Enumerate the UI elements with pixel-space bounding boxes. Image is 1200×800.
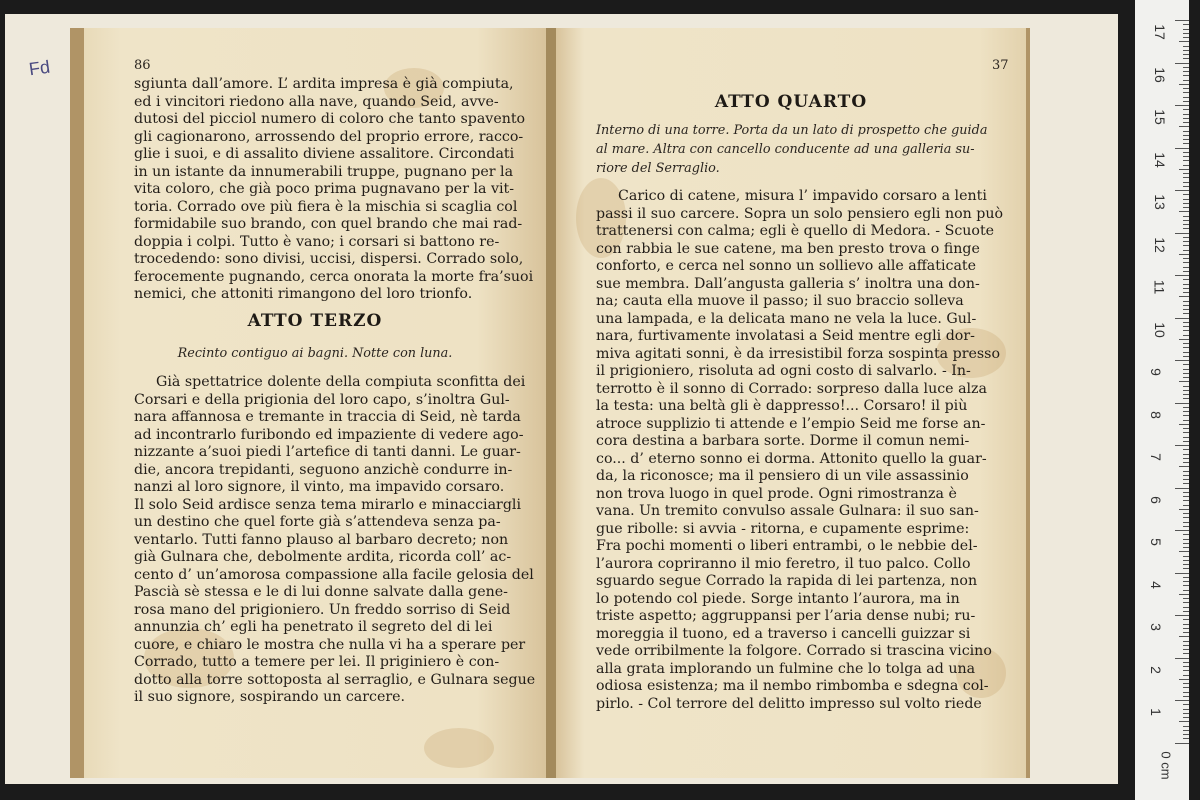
ruler-tick: [1183, 182, 1189, 183]
ruler-tick: [1183, 590, 1189, 591]
ruler-tick: [1183, 139, 1189, 140]
ruler-tick: [1183, 483, 1189, 484]
text-line: ferocemente pugnando, cerca onorata la morte fra’suoi: [134, 268, 534, 285]
ruler-tick: [1183, 428, 1189, 429]
text-line: annunzia ch’ egli ha penetrato il segreto del di lei: [134, 619, 493, 635]
ruler-tick: [1183, 687, 1189, 688]
text-line: ventarlo. Tutti fanno plauso al barbaro decreto; non: [134, 531, 509, 548]
ruler-tick: [1183, 156, 1189, 157]
ruler-tick: [1183, 475, 1189, 476]
ruler-tick: [1183, 726, 1189, 727]
text-line: Corsari e della prigionia del loro capo, s’inoltra Gul-: [134, 391, 510, 408]
ruler-tick: [1175, 20, 1189, 21]
ruler-tick: [1175, 445, 1189, 446]
ruler-tick: [1183, 80, 1189, 81]
gutter: [546, 28, 556, 778]
text-line: cora destina a barbara sorte. Dorme il comun nemi-: [596, 433, 970, 449]
ruler-tick: [1183, 71, 1189, 72]
ruler-tick: [1183, 649, 1189, 650]
measuring-ruler: [1135, 0, 1189, 800]
text-line: passi il suo carcere. Sopra un solo pensiero egli non può: [596, 205, 1004, 222]
ruler-tick: [1183, 704, 1189, 705]
ruler-tick: [1183, 534, 1189, 535]
ruler-tick: [1183, 203, 1189, 204]
text-line: co... d’ eterno sonno ei dorma. Attonito quello la guar-: [596, 450, 987, 467]
ruler-tick: [1183, 343, 1189, 344]
ruler-tick: [1183, 97, 1189, 98]
ruler-tick: [1183, 301, 1189, 302]
ruler-tick: [1183, 279, 1189, 280]
ruler-tick: [1183, 364, 1189, 365]
ruler-tick: [1183, 628, 1189, 629]
text-line: terrotto è il sonno di Corrado: sorpreso dalla luce alza: [596, 380, 987, 397]
ruler-tick: [1183, 420, 1189, 421]
ruler-tick: [1183, 199, 1189, 200]
text-line: gue ribolle: si avvia - ritorna, e cupamente esprime:: [596, 520, 970, 537]
stage-direction: [596, 121, 998, 178]
ruler-tick: [1175, 105, 1189, 106]
ruler-tick: [1183, 92, 1189, 93]
ruler-tick: [1183, 109, 1189, 110]
ruler-tick: [1179, 679, 1189, 680]
act-heading: ATTO QUARTO: [714, 92, 868, 112]
paragraph: [134, 76, 532, 304]
ruler-tick: [1183, 267, 1189, 268]
ruler-tick: [1183, 386, 1189, 387]
ruler-tick: [1183, 250, 1189, 251]
ruler-tick: [1183, 330, 1189, 331]
ruler-tick: [1183, 602, 1189, 603]
ruler-tick: [1179, 636, 1189, 637]
text-line: nizzante a’suoi piedi l’artefice di tanti danni. Le guar-: [134, 444, 521, 460]
ruler-tick: [1175, 488, 1189, 489]
ruler-tick: [1183, 335, 1189, 336]
ruler-tick: [1179, 594, 1189, 595]
ruler-tick: [1183, 683, 1189, 684]
ruler-tick: [1179, 551, 1189, 552]
ruler-tick: [1183, 432, 1189, 433]
ruler-tick: [1175, 403, 1189, 404]
ruler-tick: [1183, 407, 1189, 408]
text-line: dutosi del picciol numero di coloro che tanto spavento: [134, 111, 526, 127]
ruler-tick: [1183, 547, 1189, 548]
ruler-tick: [1183, 160, 1189, 161]
ruler-tick: [1183, 224, 1189, 225]
ruler-tick: [1183, 271, 1189, 272]
ruler-tick: [1183, 122, 1189, 123]
text-line: Pascià sè stessa e le di lui donne salvate dalla gene-: [134, 584, 508, 600]
text-line: l’aurora copriranno il mio feretro, il tuo palco. Collo: [596, 555, 971, 572]
text-line: in un istante da innumerabili truppe, pugnano per la: [134, 163, 514, 180]
ruler-tick: [1175, 318, 1189, 319]
ruler-tick: [1183, 513, 1189, 514]
ruler-tick: [1183, 619, 1189, 620]
ruler-tick: [1183, 37, 1189, 38]
text-line: ad incontrarlo furibondo ed impaziente di vedere ago-: [134, 426, 524, 443]
ruler-tick: [1183, 505, 1189, 506]
ruler-tick: [1183, 415, 1189, 416]
page-number: 37: [992, 58, 1009, 73]
ruler-tick: [1183, 713, 1189, 714]
text-line: pirlo. - Col terrore del delitto impresso sul volto riede: [596, 695, 982, 712]
ruler-tick: [1175, 233, 1189, 234]
book-spread: [70, 28, 1030, 778]
text-line: rosa mano del prigioniero. Un freddo sorriso di Seid: [134, 601, 511, 618]
ruler-tick: [1179, 339, 1189, 340]
ruler-tick: [1183, 88, 1189, 89]
ruler-tick: [1183, 288, 1189, 289]
ruler-tick: [1179, 126, 1189, 127]
ruler-tick: [1183, 458, 1189, 459]
ruler-tick: [1183, 492, 1189, 493]
ruler-tick: [1183, 24, 1189, 25]
ruler-tick: [1183, 398, 1189, 399]
ruler-tick: [1183, 284, 1189, 285]
ruler-tick: [1183, 517, 1189, 518]
paragraph: [596, 188, 1004, 713]
ruler-tick: [1183, 539, 1189, 540]
ruler-tick: [1183, 568, 1189, 569]
text-line: na; cauta ella muove il passo; il suo braccio solleva: [596, 293, 964, 309]
ruler-tick: [1183, 696, 1189, 697]
text-line: riore del Serraglio.: [596, 161, 720, 176]
ruler-tick: [1183, 50, 1189, 51]
ruler-tick: [1183, 670, 1189, 671]
ruler-tick: [1179, 254, 1189, 255]
ruler-tick: [1183, 598, 1189, 599]
ruler-label: 15: [1151, 109, 1168, 125]
ruler-tick: [1179, 41, 1189, 42]
ruler-label: 11: [1151, 279, 1168, 295]
ruler-tick: [1175, 573, 1189, 574]
ruler-label: 1: [1147, 708, 1164, 716]
act-heading: ATTO TERZO: [247, 311, 383, 331]
text-line: Corrado, tutto a temere per lei. Il priginiero è con-: [134, 654, 500, 670]
ruler-tick: [1183, 58, 1189, 59]
ruler-tick: [1183, 394, 1189, 395]
text-line: alla grata implorando un fulmine che lo tolga ad una: [596, 660, 976, 677]
text-line: moreggia il tuono, ed a traverso i cancelli guizzar si: [596, 625, 971, 642]
text-line: non trova luogo in quel prode. Ogni rimostranza è: [596, 485, 957, 502]
paragraph: [134, 374, 536, 707]
ruler-tick: [1183, 607, 1189, 608]
text-line: ed i vincitori riedono alla nave, quando Seid, avve-: [134, 93, 499, 110]
ruler-tick: [1183, 692, 1189, 693]
left-page: [84, 28, 546, 778]
ruler-tick: [1183, 390, 1189, 391]
ruler-tick: [1183, 717, 1189, 718]
text-line: nemici, che attoniti rimangono del loro trionfo.: [134, 286, 473, 302]
ruler-label: 13: [1151, 194, 1168, 210]
text-line: sue membra. Dall’angusta galleria s’ inoltra una don-: [596, 275, 980, 292]
ruler-label: 16: [1151, 66, 1168, 83]
text-line: al mare. Altra con cancello conducente ad una galleria su-: [596, 142, 975, 157]
ruler-tick: [1183, 101, 1189, 102]
ruler-tick: [1183, 564, 1189, 565]
ruler-tick: [1183, 645, 1189, 646]
pencil-mark: Fd: [27, 56, 52, 80]
ruler-tick: [1183, 577, 1189, 578]
text-line: Il solo Seid ardisce senza tema mirarlo e minacciargli: [134, 496, 521, 513]
ruler-label: 12: [1151, 236, 1168, 253]
ruler-label: 2: [1147, 665, 1164, 674]
ruler-tick: [1175, 615, 1189, 616]
ruler-tick: [1175, 63, 1189, 64]
ruler-tick: [1183, 411, 1189, 412]
text-line: conforto, e cerca nel sonno un sollievo alle affaticate: [596, 258, 976, 274]
text-line: vana. Un tremito convulso assale Gulnara: il suo san-: [596, 503, 979, 519]
ruler-tick: [1183, 46, 1189, 47]
ruler-tick: [1183, 653, 1189, 654]
text-line: miva agitati sonni, è da irresistibil forza sospinta presso: [596, 345, 1000, 362]
ruler-tick: [1183, 313, 1189, 314]
text-line: Interno di una torre. Porta da un lato di prospetto che guida: [596, 123, 988, 138]
ruler-tick: [1183, 118, 1189, 119]
ruler-tick: [1183, 377, 1189, 378]
ruler-tick: [1183, 173, 1189, 174]
ruler-tick: [1183, 730, 1189, 731]
ruler-tick: [1183, 526, 1189, 527]
ruler-tick: [1183, 258, 1189, 259]
text-line: sguardo segue Corrado la rapida di lei partenza, non: [596, 573, 978, 589]
text-line: vita coloro, che già poco prima pugnavano per la vit-: [134, 181, 515, 197]
ruler-unit: 0 cm: [1158, 751, 1174, 780]
ruler-tick: [1179, 381, 1189, 382]
ruler-tick: [1183, 131, 1189, 132]
ruler-label: 6: [1147, 495, 1164, 504]
ruler-tick: [1183, 135, 1189, 136]
ruler-tick: [1183, 479, 1189, 480]
ruler-tick: [1179, 169, 1189, 170]
ruler-label: 9: [1147, 368, 1164, 376]
ruler-tick: [1175, 148, 1189, 149]
ruler-tick: [1183, 143, 1189, 144]
text-line: toria. Corrado ove più fiera è la mischia si scaglia col: [134, 198, 518, 215]
ruler-tick: [1179, 211, 1189, 212]
ruler-label: 17: [1151, 24, 1168, 40]
ruler-tick: [1183, 347, 1189, 348]
ruler-tick: [1183, 305, 1189, 306]
text-line: già Gulnara che, debolmente ardita, ricorda coll’ ac-: [134, 549, 512, 565]
ruler-tick: [1183, 632, 1189, 633]
ruler-tick: [1183, 262, 1189, 263]
text-line: dotto alla torre sottoposta al serraglio, e Gulnara segue: [134, 671, 536, 688]
text-line: triste aspetto; aggruppansi per l’aria dense nubi; ru-: [596, 608, 976, 624]
text-line: lo potendo col piede. Sorge intanto l’aurora, ma in: [596, 590, 960, 607]
ruler-tick: [1183, 292, 1189, 293]
text-line: il suo signore, sospirando un carcere.: [134, 689, 406, 705]
stage-direction: Recinto contiguo ai bagni. Notte con luna.: [177, 346, 453, 361]
ruler-tick: [1183, 241, 1189, 242]
text-line: nara, furtivamente involatasi a Seid mentre egli dor-: [596, 328, 975, 344]
ruler-tick: [1183, 441, 1189, 442]
ruler-tick: [1175, 658, 1189, 659]
ruler-tick: [1179, 84, 1189, 85]
right-page: [556, 28, 1026, 778]
ruler-tick: [1175, 190, 1189, 191]
ruler-tick: [1183, 556, 1189, 557]
text-line: un destino che quel forte già s’attendeva senza pa-: [134, 514, 501, 530]
text-line: cento d’ un’amorosa compassione alla facile gelosia del: [134, 566, 534, 583]
ruler-tick: [1183, 322, 1189, 323]
ruler-tick: [1183, 152, 1189, 153]
ruler-tick: [1183, 207, 1189, 208]
ruler-tick: [1183, 177, 1189, 178]
ruler-tick: [1183, 500, 1189, 501]
ruler-tick: [1175, 700, 1189, 701]
text-line: sgiunta dall’amore. L’ ardita impresa è già compiuta,: [134, 76, 514, 92]
ruler-tick: [1183, 496, 1189, 497]
ruler-label: 10: [1151, 321, 1168, 338]
ruler-label: 14: [1151, 151, 1168, 168]
ruler-tick: [1183, 220, 1189, 221]
text-line: vede orribilmente la folgore. Corrado si trascina vicino: [596, 643, 992, 659]
ruler-tick: [1183, 67, 1189, 68]
ruler-tick: [1183, 237, 1189, 238]
ruler-label: 4: [1147, 580, 1164, 589]
ruler-tick: [1183, 611, 1189, 612]
text-line: atroce supplizio ti attende e l’empio Seid me forse an-: [596, 415, 986, 432]
ruler-tick: [1183, 471, 1189, 472]
ruler-tick: [1183, 662, 1189, 663]
ruler-tick: [1179, 509, 1189, 510]
ruler-tick: [1183, 194, 1189, 195]
ruler-tick: [1183, 709, 1189, 710]
ruler-tick: [1183, 373, 1189, 374]
ruler-tick: [1183, 33, 1189, 34]
text-line: trocedendo: sono divisi, uccisi, dispersi. Corrado solo,: [134, 251, 524, 267]
ruler-label: 5: [1147, 538, 1164, 546]
ruler-tick: [1175, 743, 1189, 744]
ruler-tick: [1183, 75, 1189, 76]
ruler-tick: [1179, 296, 1189, 297]
ruler-tick: [1179, 721, 1189, 722]
ruler-tick: [1183, 543, 1189, 544]
ruler-tick: [1183, 437, 1189, 438]
ruler-tick: [1175, 530, 1189, 531]
ruler-tick: [1183, 326, 1189, 327]
text-line: da, la riconosce; ma il pensiero di un vile assassinio: [596, 468, 969, 484]
text-line: die, ancora trepidanti, seguono anzichè condurre in-: [134, 461, 513, 478]
ruler-tick: [1183, 734, 1189, 735]
ruler-tick: [1175, 275, 1189, 276]
ruler-tick: [1183, 449, 1189, 450]
text-line: formidabile suo brando, con quel brando che mai rad-: [134, 216, 523, 232]
ruler-tick: [1183, 186, 1189, 187]
ruler-label: 8: [1147, 410, 1164, 419]
ruler-tick: [1183, 624, 1189, 625]
ruler-label: 7: [1147, 453, 1164, 461]
ruler-tick: [1183, 29, 1189, 30]
text-line: doppia i colpi. Tutto è vano; i corsari si battono re-: [134, 233, 500, 250]
page-number: 86: [134, 58, 151, 73]
ruler-tick: [1183, 352, 1189, 353]
ruler-tick: [1179, 424, 1189, 425]
ruler-tick: [1183, 581, 1189, 582]
ruler-tick: [1183, 675, 1189, 676]
text-line: una lampada, e la delicata mano ne vela la luce. Gul-: [596, 310, 977, 327]
ruler-tick: [1183, 356, 1189, 357]
text-line: glie i suoi, e di assalito diviene assalitore. Circondati: [134, 146, 515, 162]
ruler-tick: [1183, 462, 1189, 463]
ruler-tick: [1183, 228, 1189, 229]
text-line: la testa: una beltà gli è dappresso!... Corsaro! il più: [596, 398, 968, 414]
ruler-tick: [1183, 454, 1189, 455]
text-line: il prigioniero, risoluta ad ogni costo di salvarlo. - In-: [596, 363, 971, 379]
text-line: nanzi al loro signore, il vinto, ma impavido corsaro.: [134, 479, 505, 495]
text-line: gli cagionarono, arrossendo del proprio errore, racco-: [134, 128, 524, 145]
text-line: odiosa esistenza; ma il nembo rimbomba e sdegna col-: [596, 678, 989, 694]
ruler-tick: [1183, 641, 1189, 642]
text-line: trattenersi con calma; egli è quello di Medora. - Scuote: [596, 223, 995, 239]
text-line: Già spettatrice dolente della compiuta sconfitta dei: [156, 374, 526, 390]
text-line: nara affannosa e tremante in traccia di Seid, nè tarda: [134, 409, 521, 425]
ruler-label: 3: [1147, 623, 1164, 631]
ruler-tick: [1183, 560, 1189, 561]
ruler-tick: [1183, 216, 1189, 217]
text-line: con rabbia le sue catene, ma ben presto trova o finge: [596, 240, 980, 257]
ruler-tick: [1183, 54, 1189, 55]
ruler-tick: [1183, 245, 1189, 246]
ruler-tick: [1183, 309, 1189, 310]
ruler-tick: [1175, 360, 1189, 361]
ruler-tick: [1183, 369, 1189, 370]
ruler-tick: [1183, 114, 1189, 115]
ruler-tick: [1183, 666, 1189, 667]
ruler-tick: [1183, 585, 1189, 586]
text-line: Fra pochi momenti o liberi entrambi, o le nebbie del-: [596, 538, 978, 554]
ruler-tick: [1183, 165, 1189, 166]
text-line: Carico di catene, misura l’ impavido corsaro a lenti: [618, 188, 987, 204]
ruler-tick: [1179, 466, 1189, 467]
text-line: cuore, e chiaro le mostra che nulla vi ha a sperare per: [134, 636, 526, 653]
ruler-tick: [1183, 738, 1189, 739]
ruler-tick: [1183, 522, 1189, 523]
